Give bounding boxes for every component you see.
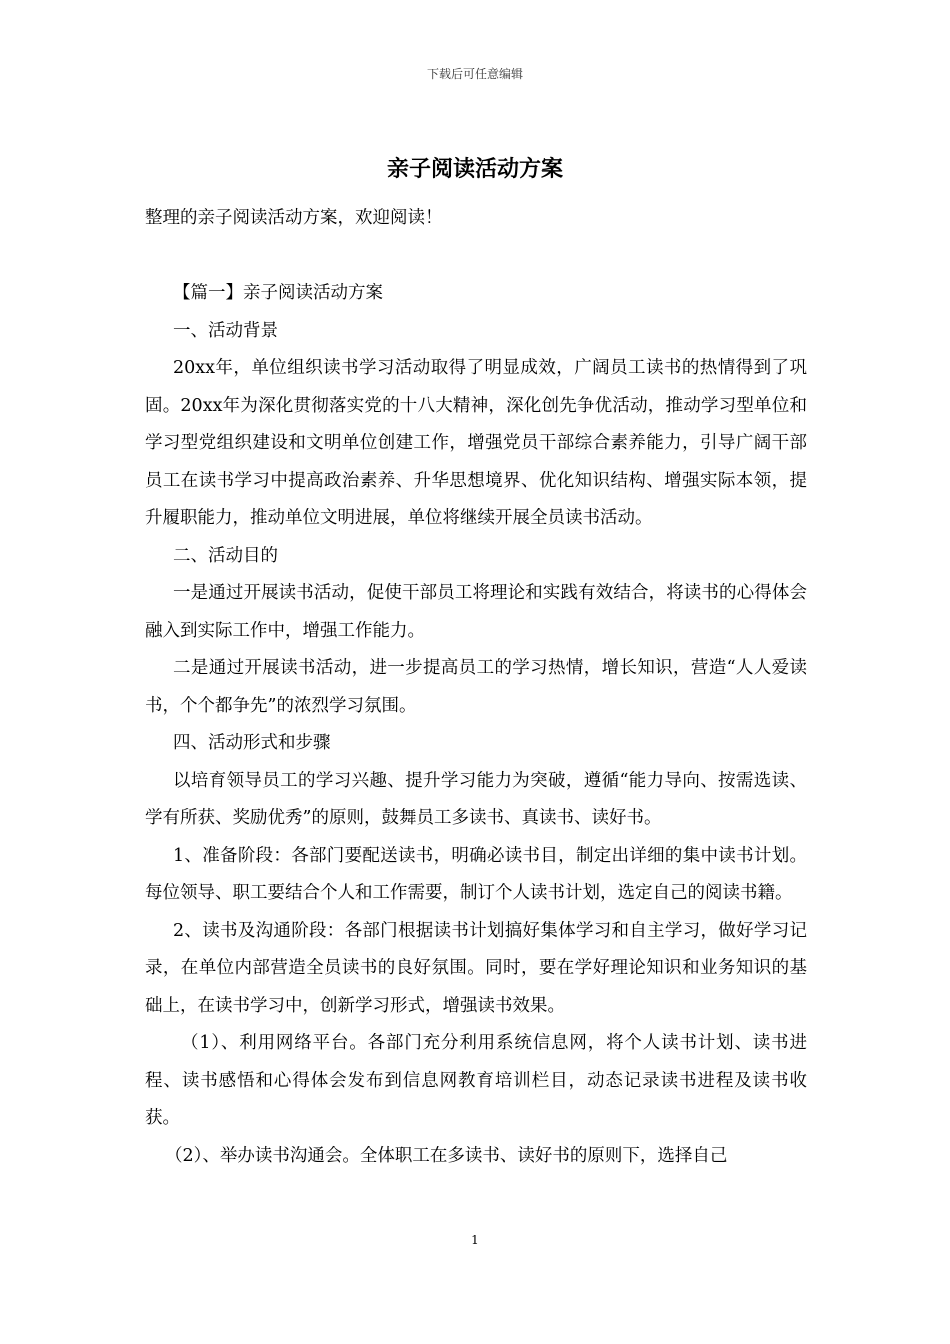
paragraph-background: 20xx年，单位组织读书学习活动取得了明显成效，广阔员工读书的热情得到了巩固。20xx年为深化贯彻落实党的十八大精神，深化创先争优活动，推动学习型单位和学习型党组织建设和文明单位创建工作，增强党员干部综合素养能力，引导广阔干部员工在读书学习中提高政治素养、升华思想境界、优化知识结构、增强实际本领，提升履职能力，推动单位文明进展，单位将继续开展全员读书活动。 bbox=[145, 358, 807, 528]
intro-text: 整理的亲子阅读活动方案，欢迎阅读！ bbox=[145, 208, 443, 228]
heading-purpose: 二、活动目的 bbox=[173, 545, 278, 566]
blank-line bbox=[145, 238, 807, 276]
section-title: 【篇一】亲子阅读活动方案 bbox=[173, 283, 383, 303]
page-header-note: 下载后可任意编辑 bbox=[426, 67, 523, 81]
paragraph-purpose-1: 一是通过开展读书活动，促使干部员工将理论和实践有效结合，将读书的心得体会融入到实际工作中，增强工作能力。 bbox=[145, 583, 807, 641]
paragraph-network-platform: （1）、利用网络平台。各部门充分利用系统信息网，将个人读书计划、读书进程、读书感悟和心得体会发布到信息网教育培训栏目，动态记录读书进程及读书收获。 bbox=[145, 1033, 807, 1128]
document-title: 亲子阅读活动方案 bbox=[386, 156, 563, 182]
document-body bbox=[145, 200, 807, 1175]
paragraph-step-prepare: 1、准备阶段：各部门要配送读书，明确必读书目，制定出详细的集中读书计划。每位领导、职工要结合个人和工作需要，制订个人读书计划，选定自己的阅读书籍。 bbox=[145, 845, 807, 903]
paragraph-steps-intro: 以培育领导员工的学习兴趣、提升学习能力为突破，遵循“能力导向、按需选读、学有所获、奖励优秀”的原则，鼓舞员工多读书、真读书、读好书。 bbox=[145, 770, 807, 828]
paragraph-exchange-meeting: （2）、举办读书沟通会。全体职工在多读书、读好书的原则下，选择自己 bbox=[165, 1145, 728, 1166]
page-number: 1 bbox=[471, 1233, 479, 1247]
paragraph-step-exchange: 2、读书及沟通阶段：各部门根据读书计划搞好集体学习和自主学习，做好学习记录，在单位内部营造全员读书的良好氛围。同时，要在学好理论知识和业务知识的基础上，在读书学习中，创新学习形式，增强读书效果。 bbox=[145, 920, 807, 1016]
paragraph-purpose-2: 二是通过开展读书活动，进一步提高员工的学习热情，增长知识，营造“人人爱读书，个个都争先”的浓烈学习氛围。 bbox=[145, 658, 807, 716]
heading-steps: 四、活动形式和步骤 bbox=[173, 733, 331, 753]
heading-background: 一、活动背景 bbox=[173, 320, 278, 341]
